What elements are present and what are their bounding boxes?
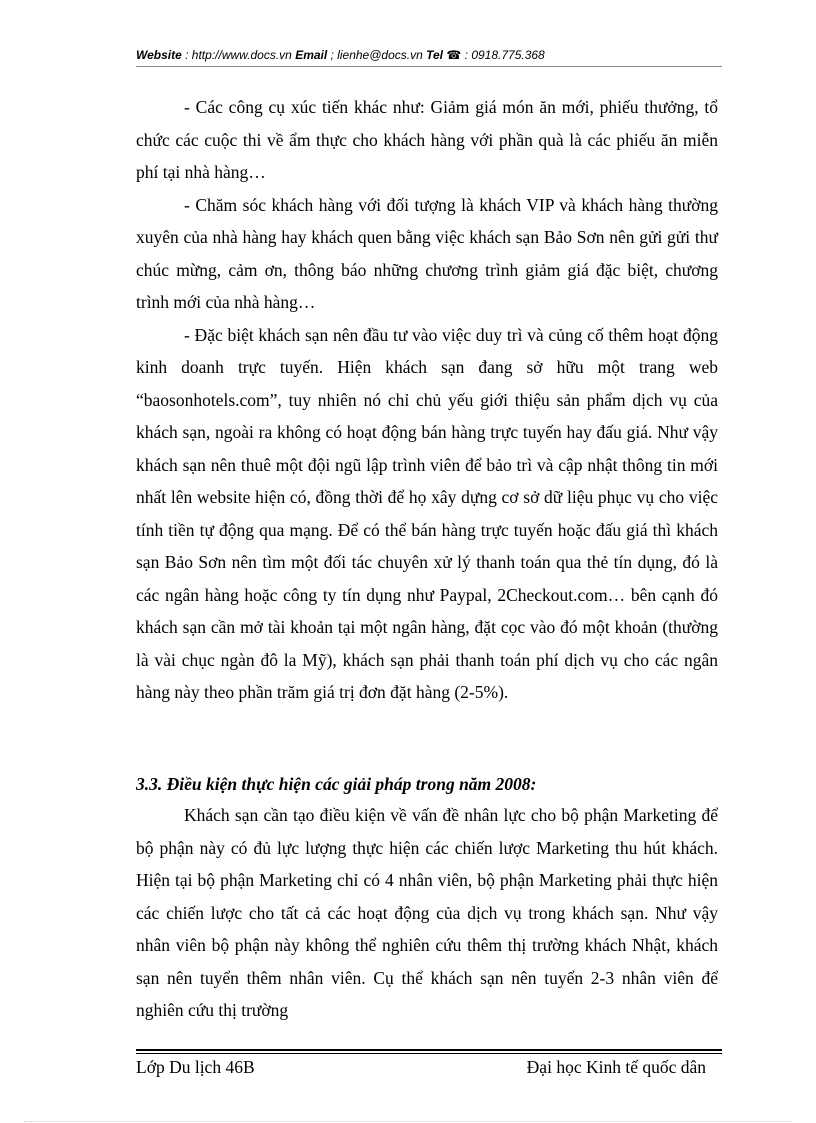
paragraph-promotion-tools: - Các công cụ xúc tiến khác như: Giảm giá món ăn mới, phiếu thưởng, tổ chức các cuộc thi về ẩm thực cho khách hàng với phần quà là các phiếu ăn miễn phí tại nhà hàng… <box>136 97 718 182</box>
tel-label: Tel <box>426 48 444 62</box>
footer-divider-thick <box>136 1049 722 1051</box>
paragraph-online-business: - Đặc biệt khách sạn nên đầu tư vào việc duy trì và củng cố thêm hoạt động kinh doanh trực tuyến. Hiện khách sạn đang sở hữu một trang web “baosonhotels.com”, tuy nhiên nó chỉ chủ yếu giới thiệu sản phẩm dịch vụ của khách sạn, ngoài ra không có hoạt động bán hàng trực tuyến hay đấu giá. Như vậy khách sạn nên thuê một đội ngũ lập trình viên để bảo trì và cập nhật thông tin mới nhất lên website hiện có, đồng thời để họ xây dựng cơ sở dữ liệu phục vụ cho việc tính tiền tự động qua mạng. Để có thể bán hàng trực tuyến hoặc đấu giá thì khách sạn Bảo Sơn nên tìm một đối tác chuyên xử lý thanh toán qua thẻ tín dụng, đó là các ngân hàng hoặc công ty tín dụng như Paypal, 2Checkout.com… bên cạnh đó khách sạn cần mở tài khoản tại một ngân hàng, đặt cọc vào đó một khoản (thường là vài chục ngàn đô la Mỹ), khách sạn phải thanh toán phí dịch vụ cho các ngân hàng này theo phần trăm giá trị đơn đặt hàng (2-5%). <box>136 324 718 702</box>
website-label: Website <box>136 48 182 62</box>
paragraph-customer-care: - Chăm sóc khách hàng với đối tượng là khách VIP và khách hàng thường xuyên của nhà hàng hay khách quen bằng việc khách sạn Bảo Sơn nên gửi gửi thư chúc mừng, cảm ơn, thông báo những chương trình giảm giá đặc biệt, chương trình mới của nhà hàng… <box>136 194 718 312</box>
section-heading: 3.3. Điều kiện thực hiện các giải pháp trong năm 2008: <box>136 774 537 794</box>
page-header <box>136 46 722 64</box>
main-body <box>136 91 718 709</box>
section-body <box>136 799 718 1027</box>
header-divider <box>136 66 722 67</box>
email-value: ; lienhe@docs.vn <box>327 48 427 62</box>
website-value: : http://www.docs.vn <box>181 48 296 62</box>
page-edge-line <box>24 1121 792 1122</box>
footer-class-name: Lớp Du lịch 46B <box>136 1057 255 1077</box>
footer-divider-thin <box>136 1053 722 1054</box>
footer-university-name: Đại học Kinh tế quốc dân <box>526 1057 706 1077</box>
phone-icon: ☎ <box>446 48 462 62</box>
tel-value: : 0918.775.368 <box>461 48 545 62</box>
paragraph-staffing: Khách sạn cần tạo điều kiện về vấn đề nhân lực cho bộ phận Marketing để bộ phận này có đủ lực lượng thực hiện các chiến lược Marketing thu hút khách. Hiện tại bộ phận Marketing chỉ có 4 nhân viên, bộ phận Marketing phải thực hiện các chiến lược cho tất cả các hoạt động của dịch vụ trong khách sạn. Như vậy nhân viên bộ phận này không thể nghiên cứu thêm thị trường khách Nhật, khách sạn nên tuyển thêm nhân viên. Cụ thể khách sạn nên tuyển 2-3 nhân viên để nghiên cứu thị trường <box>136 805 718 1020</box>
email-label: Email <box>295 48 328 62</box>
